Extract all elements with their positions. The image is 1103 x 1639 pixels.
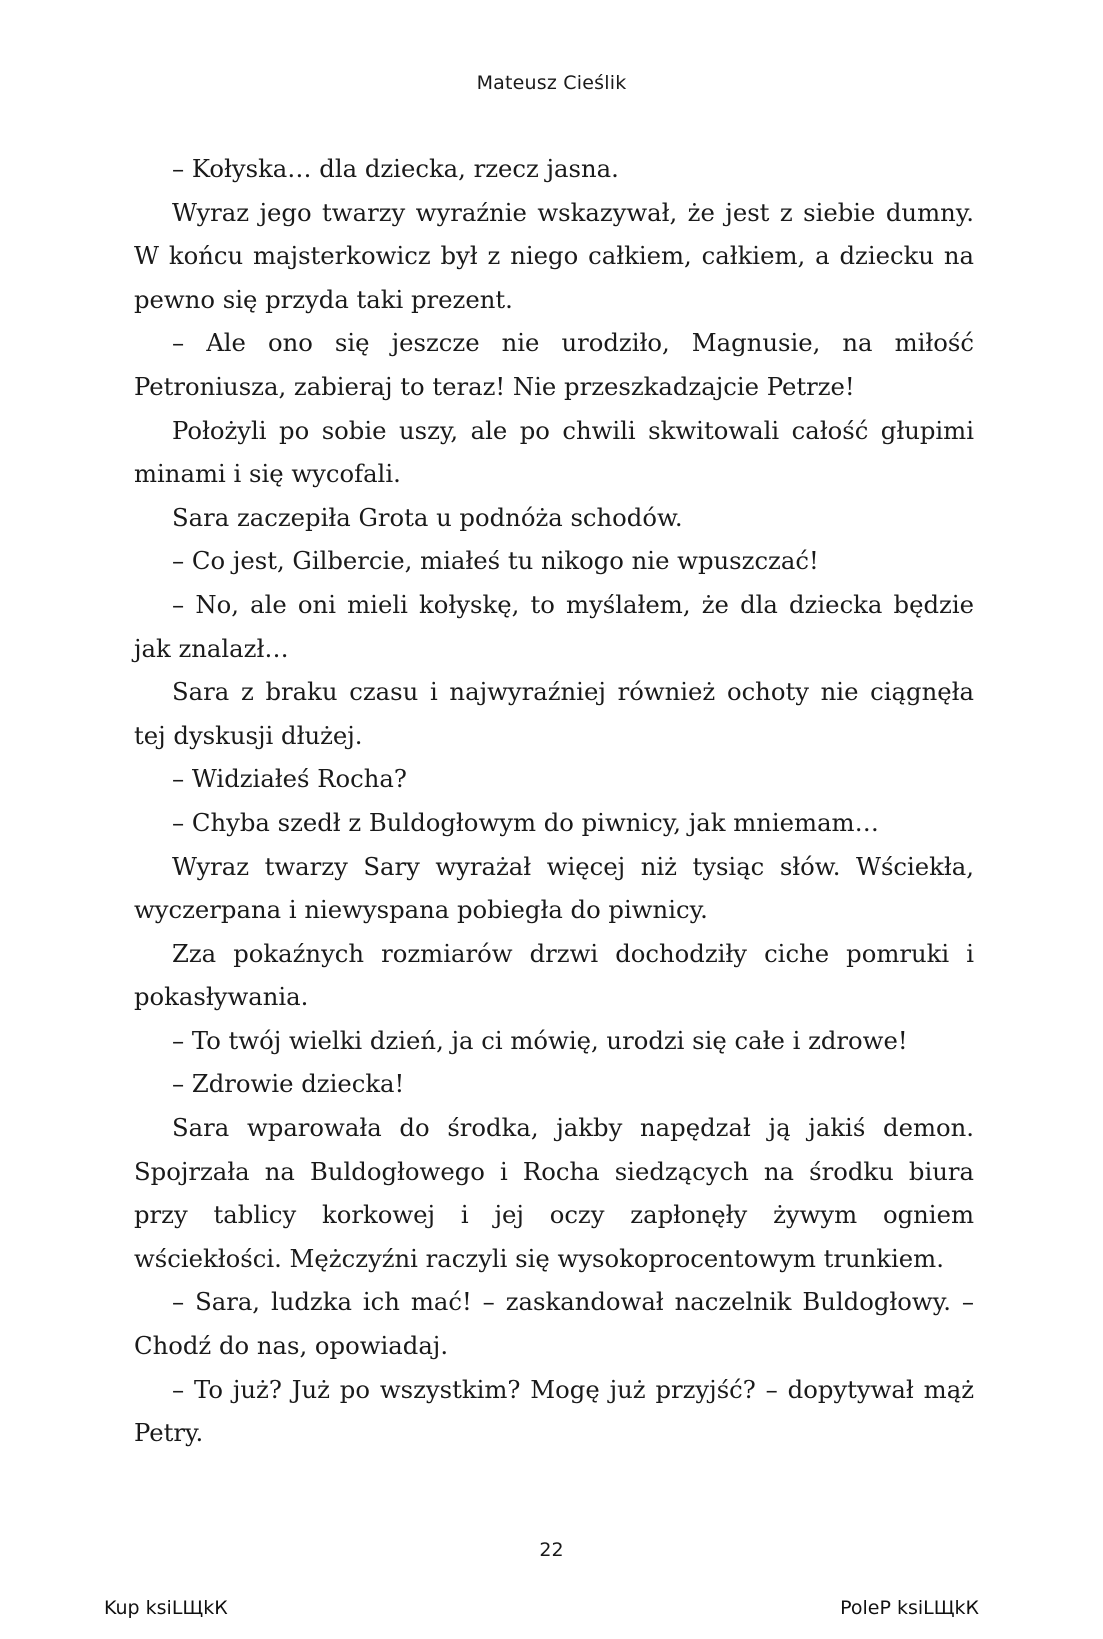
paragraph: Sara wparowała do środka, jakby napędzał ją jakiś demon. Spojrzała na Buldogłowego i Rocha siedzących na środku biura przy tablicy korkowej i jej oczy zapłonęły żywym ogniem wściekłości. Mężczyźni raczyli się wysokoprocentowym trunkiem. [134, 1113, 974, 1273]
paragraph: Sara z braku czasu i najwyraźniej również ochoty nie ciągnęła tej dyskusji dłużej. [134, 677, 974, 750]
paragraph: Wyraz twarzy Sary wyrażał więcej niż tysiąc słów. Wściekła, wyczerpana i niewyspana pobiegła do piwnicy. [134, 851, 974, 925]
paragraph: – To twój wielki dzień, ja ci mówię, urodzi się całe i zdrowe! [172, 1025, 908, 1055]
paragraph: – Co jest, Gilbercie, miałeś tu nikogo nie wpuszczać! [172, 546, 819, 576]
paragraph: Położyli po sobie uszy, ale po chwili skwitowali całość głupimi minami i się wycofali. [134, 415, 974, 489]
paragraph: – No, ale oni mieli kołyskę, to myślałem, że dla dziecka będzie jak znalazł… [134, 589, 974, 663]
body-text [134, 147, 974, 1455]
paragraph: Sara zaczepiła Grota u podnóża schodów. [172, 502, 683, 532]
paragraph: – To już? Już po wszystkim? Mogę już przyjść? – dopytywał mąż Petry. [134, 1374, 974, 1448]
buy-book-link[interactable]: Kup ksiLЩkК [104, 1597, 228, 1619]
paragraph: – Chyba szedł z Buldogłowym do piwnicy, jak mniemam… [172, 807, 879, 837]
paragraph: – Kołyska… dla dziecka, rzecz jasna. [172, 154, 619, 183]
paragraph: – Zdrowie dziecka! [172, 1069, 405, 1099]
paragraph: – Widziałeś Rocha? [172, 764, 407, 794]
paragraph: – Sara, ludzka ich mać! – zaskandował naczelnik Buldogłowy. – Chodź do nas, opowiadaj. [134, 1287, 974, 1361]
paragraph: Wyraz jego twarzy wyraźnie wskazywał, że jest z siebie dumny. W końcu majsterkowicz był z niego całkiem, całkiem, a dziecku na pewno się przyda taki prezent. [134, 197, 974, 314]
paragraph: Zza pokaźnych rozmiarów drzwi dochodziły ciche pomruki i pokasływania. [134, 938, 974, 1012]
paragraph: – Ale ono się jeszcze nie urodziło, Magnusie, na miłość Petroniusza, zabieraj to teraz! Nie przeszkadzajcie Petrze! [134, 328, 974, 401]
recommend-book-link[interactable]: PoleР ksiLЩkК [840, 1597, 979, 1619]
page-number: 22 [539, 1539, 564, 1561]
running-head-author: Mateusz Cieślik [476, 72, 627, 94]
